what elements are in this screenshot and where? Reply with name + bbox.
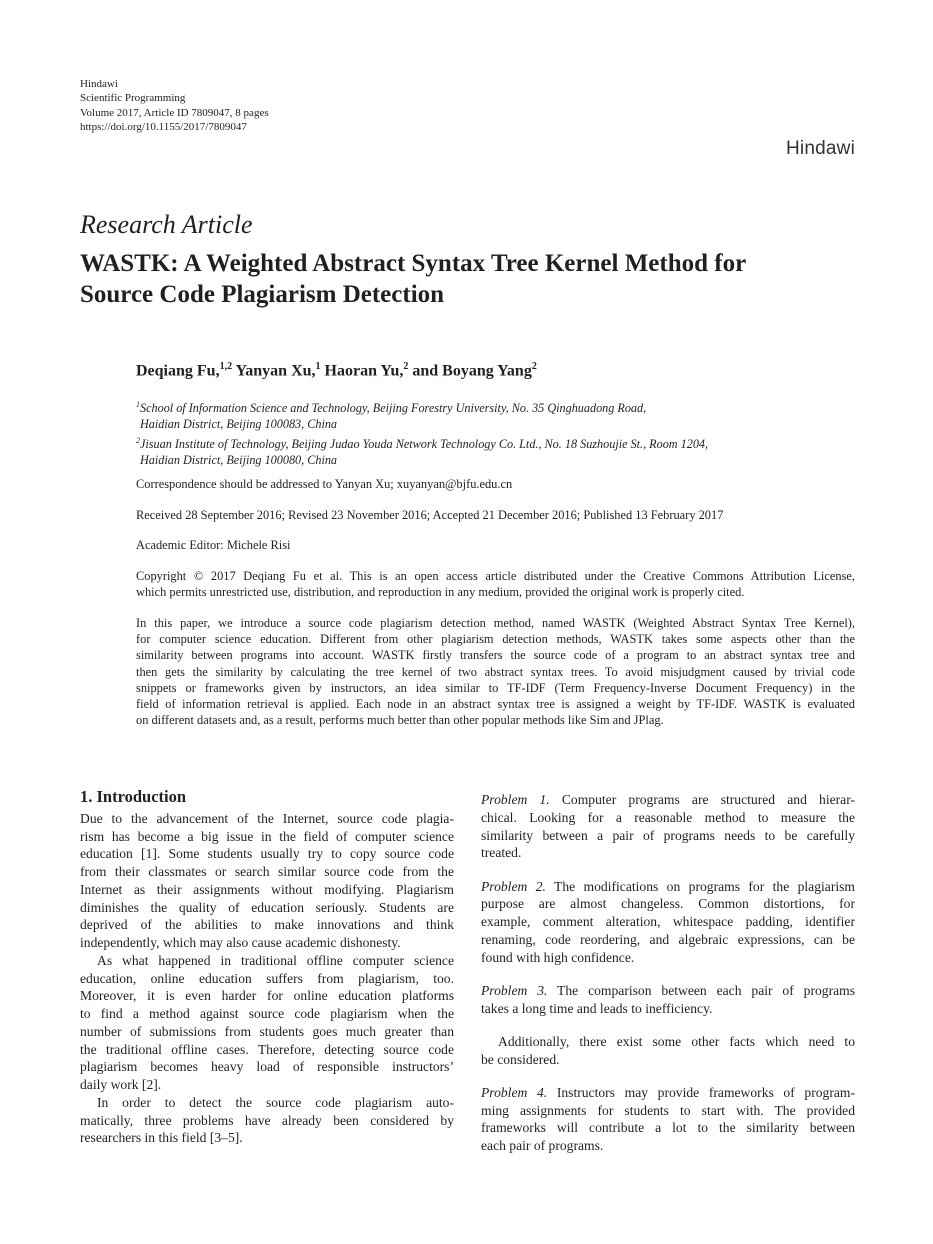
abstract-line: similarity between programs into account. WASTK firstly transfers the source code of a program to an abstract syntax tree and — [136, 648, 855, 663]
copyright — [136, 568, 855, 600]
article-type: Research Article — [80, 210, 253, 239]
hindawi-logo: Hindawi — [786, 138, 855, 159]
text-line: diminishes the quality of education seriously. Students are — [80, 899, 454, 915]
author: and Boyang Yang — [408, 362, 532, 380]
author-affil: 1,2 — [219, 361, 233, 372]
paragraph — [80, 952, 454, 1094]
affil-line: Jisuan Institute of Technology, Beijing Judao Youda Network Technology Co. Ltd., No. 18 Suzhoujie St., Room 1204, — [140, 436, 709, 451]
abstract-line: snippets or frameworks given by instructors, an idea similar to TF-IDF (Term Frequency-Inverse Document Frequency) in the — [136, 680, 855, 695]
section-heading: 1. Introduction — [80, 787, 187, 806]
abstract-line: on different datasets and, as a result, performs much better than other popular methods like Sim and JPlag. — [136, 713, 664, 728]
author-affil: 1 — [315, 361, 321, 372]
text-line: treated. — [481, 845, 522, 861]
volume-info: Volume 2017, Article ID 7809047, 8 pages — [80, 106, 269, 119]
text-line: the traditional offline cases. Therefore, detecting source code — [80, 1041, 454, 1057]
text-line: chical. Looking for a reasonable method to measure the — [481, 809, 855, 825]
text-line: purpose are almost changeless. Common distortions, for — [481, 896, 855, 912]
publisher: Hindawi — [80, 78, 118, 90]
text-line: Additionally, there exist some other facts which need to — [498, 1033, 855, 1049]
copyright-line: which permits unrestricted use, distribution, and reproduction in any medium, provided the original work is properly cited. — [136, 585, 745, 600]
affil-line: School of Information Science and Technology, Beijing Forestry University, No. 35 Qinghuadong Road, — [140, 401, 647, 416]
text-line: found with high confidence. — [481, 949, 635, 965]
introduction-section — [80, 788, 454, 1147]
text-line: education, online education suffers from plagiarism, too. — [80, 970, 454, 986]
text-line: similarity between a pair of programs needs to be carefully — [481, 827, 855, 843]
paragraph — [80, 810, 454, 952]
text-line: takes a long time and leads to inefficiency. — [481, 1000, 713, 1016]
paper-title — [80, 248, 860, 310]
text-line: example, comment alteration, whitespace padding, identifier — [481, 914, 855, 929]
text-line: independently, which may also cause academic dishonesty. — [80, 935, 401, 950]
doi-link[interactable]: https://doi.org/10.1155/2017/7809047 — [80, 120, 247, 133]
copyright-line: Copyright © 2017 Deqiang Fu et al. This is an open access article distributed under the Creative Commons Attribution License, — [136, 569, 855, 583]
text-line: Internet as their assignments without modifying. Plagiarism — [80, 881, 454, 897]
problem-label: Problem 4. — [481, 1084, 548, 1100]
text-line: each pair of programs. — [481, 1138, 604, 1153]
text-line: daily work [2]. — [80, 1077, 162, 1092]
text-line: plagiarism becomes heavy load of responsible instructors’ — [80, 1059, 454, 1075]
text-line: renaming, code reordering, and algebraic expressions, can be — [481, 931, 855, 947]
problem-label: Problem 1. — [481, 792, 550, 807]
text-line: Due to the advancement of the Internet, source code plagia- — [80, 810, 454, 826]
text-line: from their classmates or search similar source code from the — [80, 864, 454, 879]
author: Deqiang Fu, — [136, 362, 220, 380]
problem-paragraph — [481, 791, 855, 862]
affil-number: 2 — [136, 435, 140, 445]
author: Yanyan Xu, — [232, 362, 316, 380]
affil-line: Haidian District, Beijing 100083, China — [140, 417, 338, 432]
text-line: frameworks will contribute a lot to the similarity between — [481, 1120, 855, 1136]
text-line: In order to detect the source code plagiarism auto- — [97, 1094, 454, 1110]
problem-paragraph — [481, 982, 855, 1018]
title-line: WASTK: A Weighted Abstract Syntax Tree Kernel Method for — [80, 250, 747, 277]
abstract-line: In this paper, we introduce a source code plagiarism detection method, named WASTK (Weighted Abstract Syntax Tree Kernel), — [136, 616, 855, 630]
abstract-line: for computer science education. Different from other plagiarism detection methods, WASTK takes some aspects other than the — [136, 632, 855, 647]
text-line: Problem 3. The comparison between each pair of programs — [481, 982, 855, 998]
author-affil: 2 — [531, 361, 537, 372]
problems-section — [481, 791, 855, 1155]
affiliations — [136, 397, 708, 469]
abstract — [136, 615, 855, 728]
problem-paragraph — [481, 878, 855, 967]
text-line: Problem 1. Computer programs are structured and hierar- — [481, 792, 855, 807]
text-line: matically, three problems have already been considered by — [80, 1112, 454, 1128]
author: Haoran Yu, — [320, 362, 404, 380]
title-line: Source Code Plagiarism Detection — [80, 281, 445, 308]
text-line: researchers in this field [3–5]. — [80, 1130, 243, 1146]
text-line: As what happened in traditional offline computer science — [97, 952, 454, 968]
journal-name: Scientific Programming — [80, 92, 186, 105]
text-line: be considered. — [481, 1051, 560, 1067]
journal-header — [80, 77, 269, 134]
academic-editor: Academic Editor: Michele Risi — [136, 538, 291, 552]
text-line: rism has become a big issue in the field of computer science — [80, 828, 454, 844]
problem-paragraph — [481, 1033, 855, 1069]
dates: Received 28 September 2016; Revised 23 November 2016; Accepted 21 December 2016; Published 13 February 2017 — [136, 508, 724, 522]
text-line: deprived of the abilities to make innovations and think — [80, 917, 454, 933]
text-line: Moreover, it is even harder for online education platforms — [80, 988, 454, 1004]
problem-label: Problem 2. — [481, 878, 546, 894]
text-line: number of submissions from students goes much greater than — [80, 1023, 454, 1039]
text-line: Problem 2. The modifications on programs for the plagiarism — [481, 878, 855, 894]
text-line: Problem 4. Instructors may provide frameworks of program- — [481, 1084, 855, 1100]
text-line: ming assignments for students to start with. The provided — [481, 1102, 855, 1118]
author-list — [136, 361, 537, 380]
affil-line: Haidian District, Beijing 100080, China — [140, 453, 338, 468]
affil-number: 1 — [136, 400, 140, 409]
correspondence: Correspondence should be addressed to Yanyan Xu; xuyanyan@bjfu.edu.cn — [136, 477, 513, 491]
abstract-line: field of information retrieval is applied. Each node in an abstract syntax tree is assigned a weight by TF-IDF. WASTK is evaluated — [136, 697, 855, 712]
paragraph — [80, 1094, 454, 1147]
problem-paragraph — [481, 1084, 855, 1155]
problem-label: Problem 3. — [481, 982, 548, 998]
text-line: education [1]. Some students usually try to copy source code — [80, 846, 454, 862]
author-affil: 2 — [403, 361, 409, 372]
abstract-line: then gets the similarity by calculating the tree kernel of two abstract syntax trees. To avoid misjudgment caused by trivial code — [136, 664, 855, 679]
text-line: to find a method against source code plagiarism when the — [80, 1006, 454, 1021]
